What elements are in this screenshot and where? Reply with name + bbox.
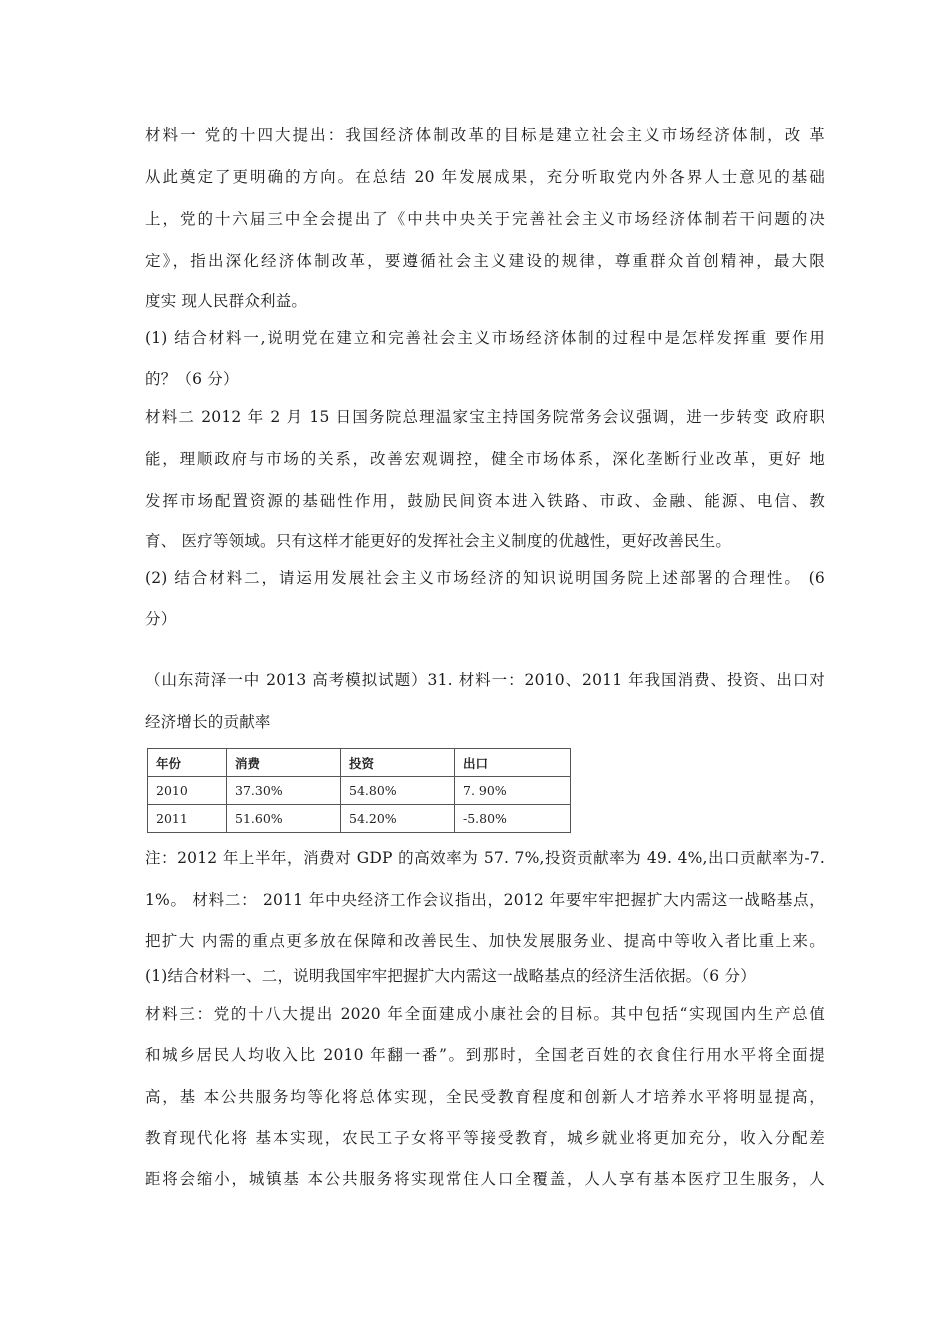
paragraph-line: 育、 医疗等领域。只有这样才能更好的发挥社会主义制度的优越性，更好改善民生。 xyxy=(145,532,732,550)
paragraph-line: 发挥市场配置资源的基础性作用，鼓励民间资本进入铁路、市政、金融、能源、电信、教 xyxy=(145,492,825,510)
paragraph-line: 1%。 材料二： 2011 年中央经济工作会议指出，2012 年要牢牢把握扩大内需这一战略基点， xyxy=(145,891,825,909)
paragraph-line: 距将会缩小，城镇基 本公共服务将实现常住人口全覆盖，人人享有基本医疗卫生服务，人 xyxy=(145,1170,825,1188)
paragraph-line: （山东菏泽一中 2013 高考模拟试题）31. 材料一：2010、2011 年我国消费、投资、出口对 xyxy=(145,671,825,689)
paragraph-line: 和城乡居民人均收入比 2010 年翻一番”。到那时，全国老百姓的衣食住行用水平将全面提 xyxy=(145,1046,825,1064)
table-cell: -5.80% xyxy=(455,805,571,833)
question-line: (1) 结合材料一,说明党在建立和完善社会主义市场经济体制的过程中是怎样发挥重 要作用 xyxy=(145,329,825,347)
paragraph-line: 把扩大 内需的重点更多放在保障和改善民生、加快发展服务业、提高中等收入者比重上来。 xyxy=(145,932,825,950)
note-line: 注：2012 年上半年，消费对 GDP 的高效率为 57. 7%,投资贡献率为 49. 4%,出口贡献率为-7. xyxy=(145,849,825,867)
table-cell: 2011 xyxy=(148,805,227,833)
paragraph-line: 度实 现人民群众利益。 xyxy=(145,292,308,310)
question-line: 分） xyxy=(145,610,177,628)
paragraph-line: 教育现代化将 基本实现，农民工子女将平等接受教育，城乡就业将更加充分，收入分配差 xyxy=(145,1129,825,1147)
table-cell: 37.30% xyxy=(227,777,341,805)
table-header-cell: 消费 xyxy=(227,749,341,777)
question-line: 的？（6 分） xyxy=(145,370,239,388)
table-cell: 54.20% xyxy=(341,805,455,833)
paragraph-line: 高，基 本公共服务均等化将总体实现，全民受教育程度和创新人才培养水平将明显提高， xyxy=(145,1088,825,1106)
table-header-row xyxy=(148,749,571,777)
table-header-cell: 出口 xyxy=(455,749,571,777)
paragraph-line: 材料二 2012 年 2 月 15 日国务院总理温家宝主持国务院常务会议强调，进一步转变 政府职 xyxy=(145,408,825,426)
contribution-table xyxy=(147,748,571,833)
paragraph-line: 能，理顺政府与市场的关系，改善宏观调控，健全市场体系，深化垄断行业改革，更好 地 xyxy=(145,450,825,468)
paragraph-line: 定》，指出深化经济体制改革，要遵循社会主义建设的规律，尊重群众首创精神，最大限 xyxy=(145,252,825,270)
table-caption: 经济增长的贡献率 xyxy=(145,713,271,731)
table-cell: 7. 90% xyxy=(455,777,571,805)
table-row xyxy=(148,777,571,805)
table-cell: 2010 xyxy=(148,777,227,805)
question-line: (2) 结合材料二，请运用发展社会主义市场经济的知识说明国务院上述部署的合理性。 (6 xyxy=(145,569,825,587)
table-cell: 51.60% xyxy=(227,805,341,833)
paragraph-line: 从此奠定了更明确的方向。在总结 20 年发展成果，充分听取党内外各界人士意见的基础 xyxy=(145,168,825,186)
table-header-cell: 年份 xyxy=(148,749,227,777)
paragraph-line: 上，党的十六届三中全会提出了《中共中央关于完善社会主义市场经济体制若干问题的决 xyxy=(145,210,825,228)
table-header-cell: 投资 xyxy=(341,749,455,777)
paragraph-line: 材料一 党的十四大提出：我国经济体制改革的目标是建立社会主义市场经济体制，改 革 xyxy=(145,126,825,144)
table-cell: 54.80% xyxy=(341,777,455,805)
table-row xyxy=(148,805,571,833)
paragraph-line: 材料三：党的十八大提出 2020 年全面建成小康社会的目标。其中包括“实现国内生产总值 xyxy=(145,1005,825,1023)
question-line: (1)结合材料一、二，说明我国牢牢把握扩大内需这一战略基点的经济生活依据。（6 分） xyxy=(145,967,756,985)
